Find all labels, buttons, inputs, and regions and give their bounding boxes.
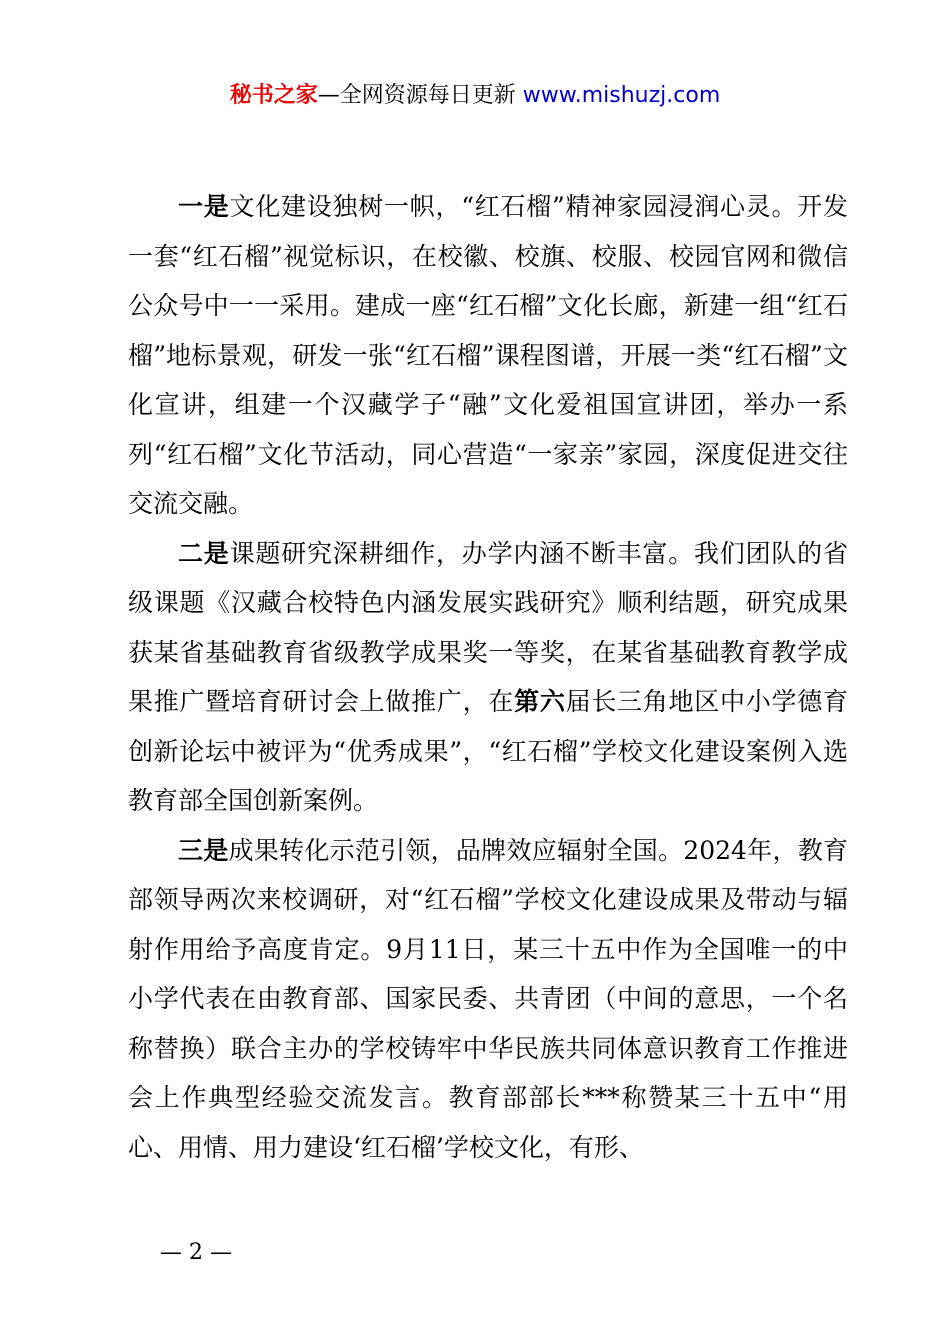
- site-url-link[interactable]: www.mishuzj.com: [522, 83, 721, 108]
- site-brand: 秘书之家: [229, 83, 318, 108]
- paragraph-lead: 一是: [178, 192, 230, 221]
- site-header: [0, 80, 950, 112]
- paragraph-3: [128, 826, 848, 1173]
- document-body: [128, 182, 848, 1172]
- paragraph-text: 届长三角地区中小学德育创新论坛中被评为“优秀成果”，“红石榴”学校文化建设案例入选教育部全国创新案例。: [128, 687, 848, 815]
- paragraph-2: [128, 529, 848, 826]
- paragraph-lead: 三是: [178, 835, 229, 865]
- paragraph-text: 成果转化示范引领，品牌效应辐射全国。2024年，教育部领导两次来校调研，对“红石榴”学校文化建设成果及带动与辐射作用给予高度肯定。9月11日，某三十五中作为全国唯一的中小学代表在由教育部、国家民委、共青团（中间的意思，一个名称替换）联合主办的学校铸牢中华民族共同体意识教育工作推进会上作典型经验交流发言。教育部部长***称赞某三十五中“用心、用情、用力建设‘红石榴’学校文化，有形、: [128, 835, 848, 1162]
- paragraph-text: 文化建设独树一帜，“红石榴”精神家园浸润心灵。开发一套“红石榴”视觉标识，在校徽、校旗、校服、校园官网和微信公众号中一一采用。建成一座“红石榴”文化长廊，新建一组“红石榴”地标景观，研发一张“红石榴”课程图谱，开展一类“红石榴”文化宣讲，组建一个汉藏学子“融”文化爱祖国宣讲团，举办一系列“红石榴”文化节活动，同心营造“一家亲”家园，深度促进交往交流交融。: [128, 192, 848, 518]
- site-tagline: —全网资源每日更新: [317, 83, 516, 108]
- bold-emphasis: 第六: [514, 687, 566, 716]
- paragraph-lead: 二是: [178, 538, 230, 568]
- paragraph-1: [128, 182, 848, 529]
- page-number: — 2 —: [160, 1240, 232, 1265]
- paragraph-text: 课题研究深耕细作，办学内涵不断丰富。我们团队的省级课题《汉藏合校特色内涵发展实践研究》顺利结题，研究成果获某省基础教育省级教学成果奖一等奖，在某省基础教育教学成果推广暨培育研讨会上做推广，在: [128, 538, 848, 716]
